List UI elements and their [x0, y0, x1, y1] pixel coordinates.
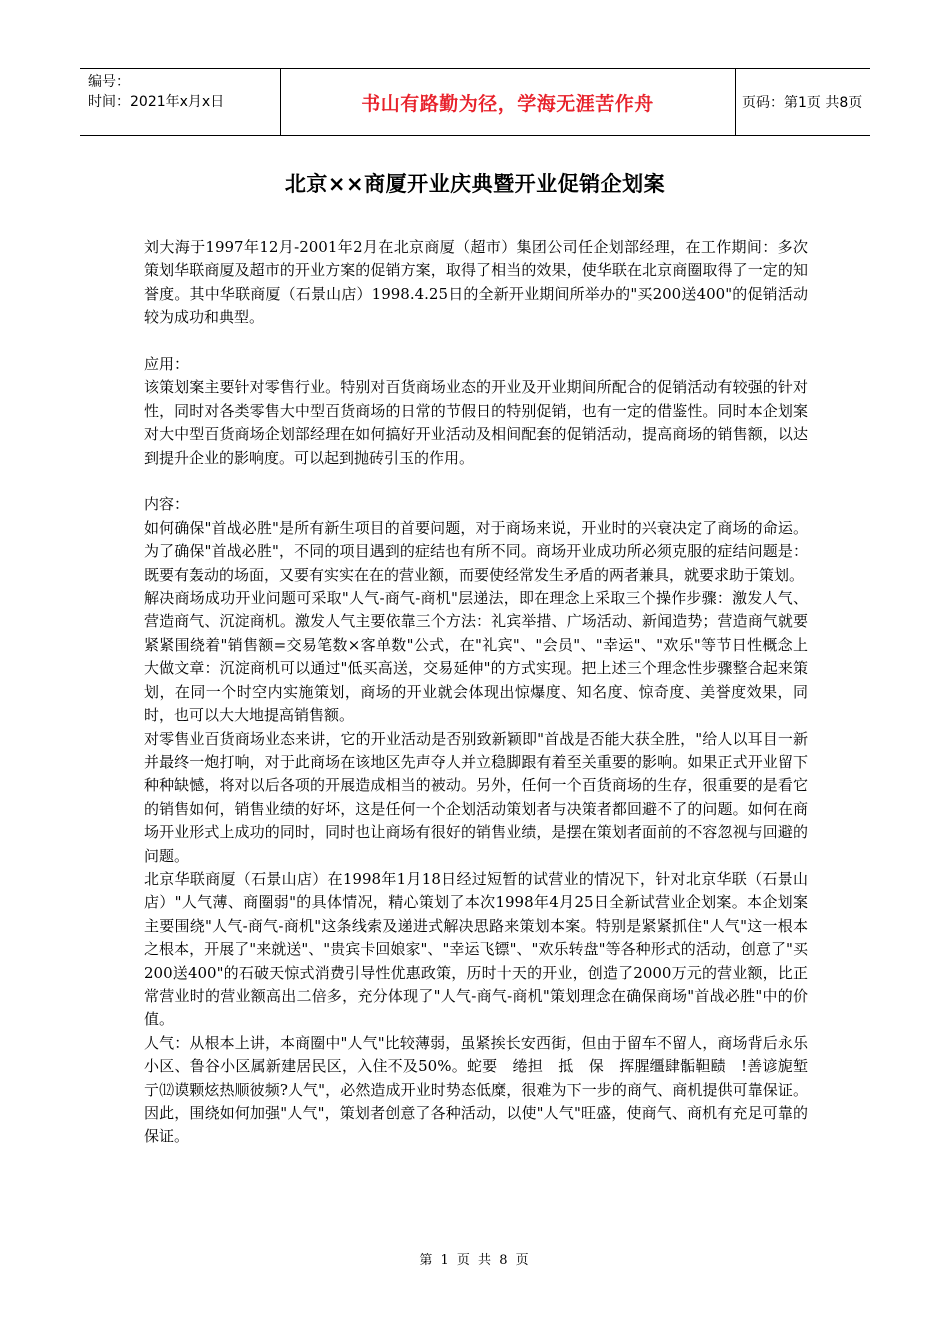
paragraph-intro: 刘大海于1997年12月-2001年2月在北京商厦（超市）集团公司任企划部经理，在工作期间：多次策划华联商厦及超市的开业方案的促销方案，取得了相当的效果，使华联在北京商圈取得了一定的知誉度。其中华联商厦（石景山店）1998.4.25日的全新开业期间所举办的"买200送400"的促销活动较为成功和典型。	[144, 238, 808, 327]
section-heading-application: 应用：	[144, 355, 190, 374]
document-time-label: 时间：2021年x月x日	[88, 94, 225, 110]
header-motto-cell	[280, 69, 736, 135]
paragraph-content-3: 对零售业百货商场业态来讲，它的开业活动是否别致新颖即"首战是否能大获全胜，"给人以耳目一新并最终一炮打响，对于此商场在该地区先声夺人并立稳脚跟有着至关重要的影响。如果正式开业留下种种缺憾，将对以后各项的开展造成相当的被动。另外，任何一个百货商场的生存，很重要的是看它的销售如何，销售业绩的好坏，这是任何一个企划活动策划者与决策者都回避不了的问题。如何在商场开业形式上成功的同时，同时也让商场有很好的销售业绩，是摆在策划者面前的不容忽视与回避的问题。	[144, 729, 808, 865]
page-header	[80, 68, 870, 136]
header-page-cell	[736, 69, 870, 135]
document-body	[144, 236, 808, 1149]
paragraph-gap	[144, 470, 808, 493]
header-motto: 书山有路勤为径，学海无涯苦作舟	[361, 92, 654, 115]
document-number-label: 编号：	[88, 74, 130, 90]
header-meta-cell	[80, 69, 281, 135]
section-heading-content: 内容：	[144, 495, 190, 514]
paragraph-content-1: 如何确保"首战必胜"是所有新生项目的首要问题，对于商场来说，开业时的兴衰决定了商场的命运。为了确保"首战必胜"，不同的项目遇到的症结也有所不同。商场开业成功所必须克服的症结问题是：既要有轰动的场面，又要有实实在在的营业额，而要使经常发生矛盾的两者兼具，就要求助于策划。	[144, 518, 808, 584]
paragraph-gap	[144, 330, 808, 353]
paragraph-application: 该策划案主要针对零售行业。特别对百货商场业态的开业及开业期间所配合的促销活动有较强的针对性，同时对各类零售大中型百货商场的日常的节假日的特别促销，也有一定的借鉴性。同时本企划案对大中型百货商场企划部经理在如何搞好开业活动及相间配套的促销活动，提高商场的销售额，以达到提升企业的影响度。可以起到抛砖引玉的作用。	[144, 378, 808, 467]
document-title: 北京××商厦开业庆典暨开业促销企划案	[284, 172, 666, 196]
page-footer: 第 1 页 共 8 页	[419, 1253, 531, 1268]
paragraph-content-2: 解决商场成功开业问题可采取"人气-商气-商机"层递法，即在理念上采取三个操作步骤：激发人气、营造商气、沉淀商机。激发人气主要依靠三个方法：礼宾举措、广场活动、新闻造势；营造商气就要紧紧围绕着"销售额=交易笔数×客单数"公式，在"礼宾"、"会员"、"幸运"、"欢乐"等节日性概念上大做文章：沉淀商机可以通过"低买高送，交易延伸"的方式实现。把上述三个理念性步骤整合起来策划，在同一个时空内实施策划，商场的开业就会体现出惊爆度、知名度、惊奇度、美誉度效果，同时，也可以大大地提高销售额。	[144, 589, 808, 725]
paragraph-content-5: 人气：从根本上讲，本商圈中"人气"比较薄弱，虽紧挨长安西街，但由于留车不留人，商场背后永乐小区、鲁谷小区属新建居民区，入住不及50%。蛇要 绻担 抵 保 挥腥缰肆骺靼赜 !善谚旎堑亍⑿谟颗炫热顺彼频?人气"，必然造成开业时势态低糜，很难为下一步的商气、商机提供可靠保证。因此，围绕如何加强"人气"，策划者创意了各种活动，以使"人气"旺盛，使商气、商机有充足可靠的保证。	[144, 1033, 808, 1146]
paragraph-content-4: 北京华联商厦（石景山店）在1998年1月18日经过短暂的试营业的情况下，针对北京华联（石景山店）"人气薄、商圈弱"的具体情况，精心策划了本次1998年4月25日全新试营业企划案。本企划案主要围绕"人气-商气-商机"这条线索及递进式解决思路来策划本案。特别是紧紧抓住"人气"这一根本之根本，开展了"来就送"、"贵宾卡回娘家"、"幸运飞镖"、"欢乐转盘"等各种形式的活动，创意了"买200送400"的石破天惊式消费引导性优惠政策，历时十天的开业，创造了2000万元的营业额，比正常营业时的营业额高出二倍多，充分体现了"人气-商气-商机"策划理念在确保商场"首战必胜"中的价值。	[144, 869, 808, 1029]
header-page-info: 页码：第1页 共8页	[742, 95, 863, 111]
